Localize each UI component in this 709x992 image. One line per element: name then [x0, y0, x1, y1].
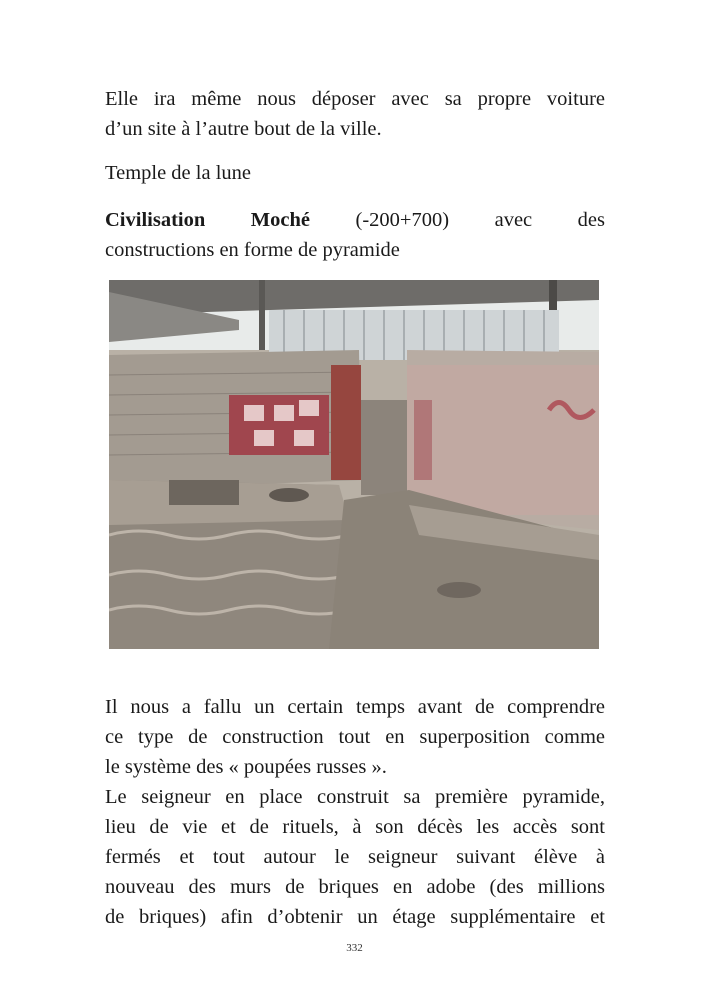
civilisation-line-1 [105, 205, 605, 235]
intro-line-1: Elle ira même nous déposer avec sa propre voiture [105, 88, 605, 110]
temple-ruins-photo-icon [109, 280, 599, 649]
body2-line-2: lieu de vie et de rituels, à son décès les accès sont [105, 816, 605, 838]
body2-line-5: de briques) afin d’obtenir un étage supplémentaire et [105, 906, 605, 928]
body2-line-1: Le seigneur en place construit sa première pyramide, [105, 786, 605, 808]
civilisation-paragraph [105, 205, 605, 265]
civilisation-name: Civilisation Moché [105, 209, 310, 231]
section-heading: Temple de la lune [105, 162, 251, 184]
body-line-3: le système des « poupées russes ». [105, 756, 387, 778]
heading-paragraph [105, 158, 605, 188]
body-line-1: Il nous a fallu un certain temps avant de comprendre [105, 696, 605, 718]
civilisation-line-2: constructions en forme de pyramide [105, 239, 400, 261]
body-line-2: ce type de construction tout en superposition comme [105, 726, 605, 748]
intro-paragraph [105, 84, 605, 144]
page-number: 332 [346, 942, 363, 954]
temple-ruins-photo [109, 280, 599, 649]
body2-line-3: fermés et tout autour le seigneur suivant élève à [105, 846, 605, 868]
intro-line-2: d’un site à l’autre bout de la ville. [105, 118, 382, 140]
civilisation-dates: (-200+700) avec des [309, 209, 606, 231]
body-paragraph-2 [105, 782, 605, 932]
body2-line-4: nouveau des murs de briques en adobe (des millions [105, 876, 605, 898]
body-paragraph-1 [105, 692, 605, 782]
